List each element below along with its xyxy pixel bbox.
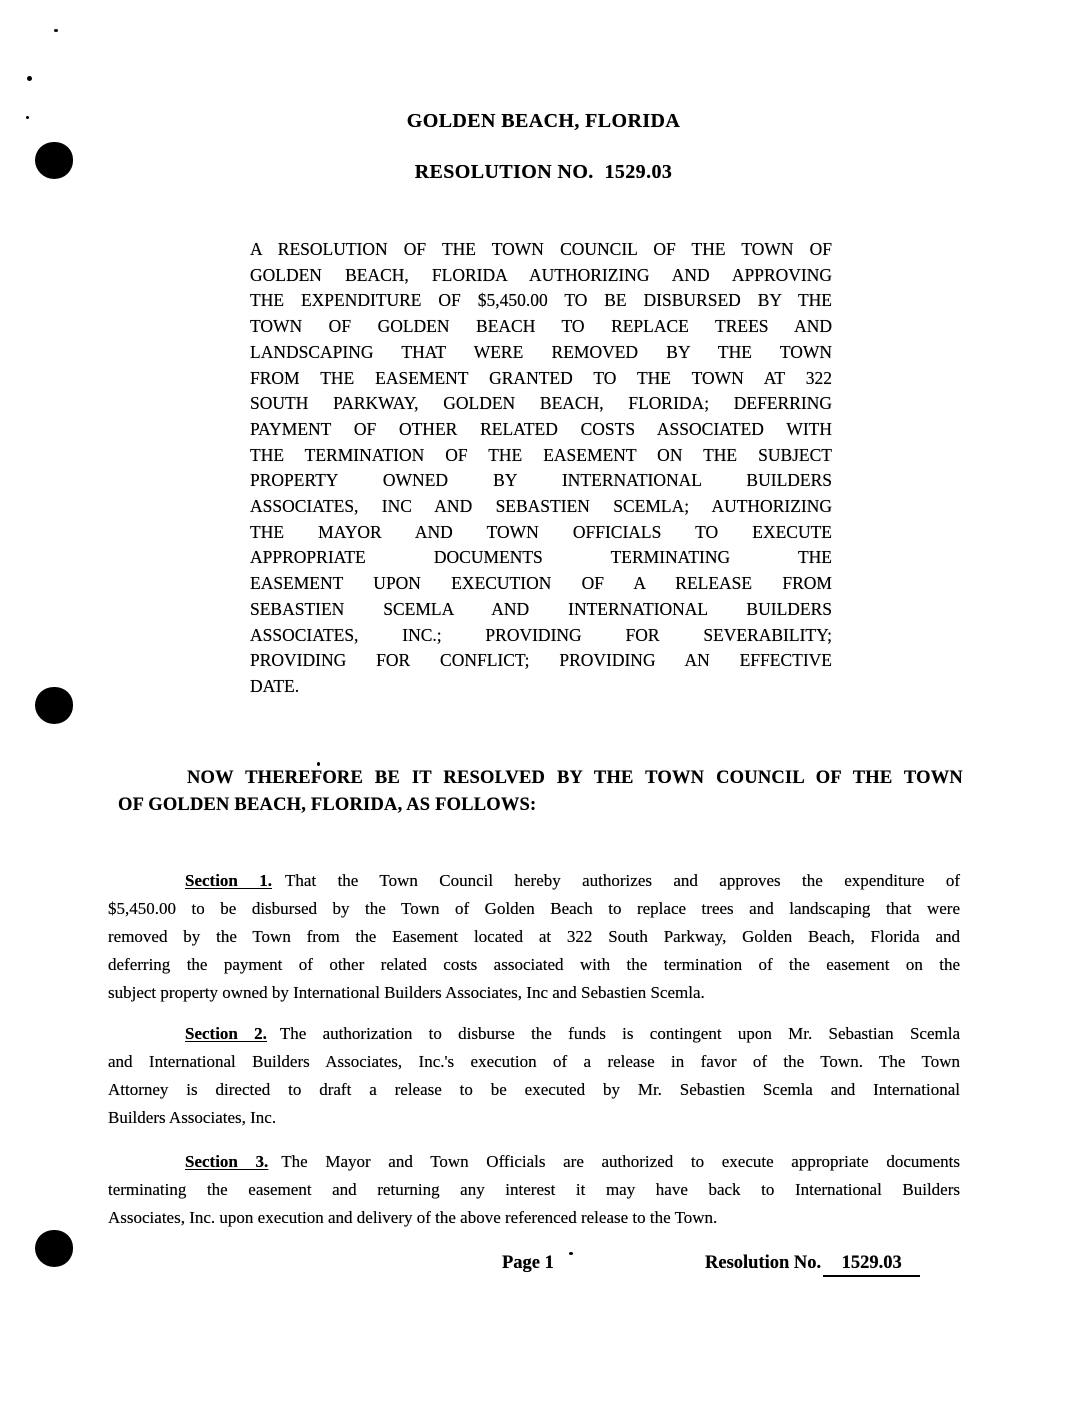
- document-title: GOLDEN BEACH, FLORIDA: [406, 110, 681, 132]
- section-1-line: subject property owned by International Builders Associates, Inc and Sebastien Scemla.: [108, 983, 705, 1002]
- resolution-number-heading: RESOLUTION NO. 1529.03: [414, 161, 673, 183]
- summary-line: SEBASTIEN SCEMLA AND INTERNATIONAL BUILDERS: [250, 598, 832, 619]
- summary-line: ASSOCIATES, INC.; PROVIDING FOR SEVERABILITY;: [250, 624, 832, 645]
- section-3-label: Section 3.: [185, 1152, 269, 1171]
- summary-line: SOUTH PARKWAY, GOLDEN BEACH, FLORIDA; DEFERRING: [250, 393, 832, 414]
- section-2-line: Builders Associates, Inc.: [108, 1108, 277, 1127]
- section-3-line: Associates, Inc. upon execution and delivery of the above referenced release to the Town.: [108, 1208, 718, 1227]
- footer-resolution-ref: [705, 1252, 920, 1277]
- scan-speck: [569, 1252, 573, 1255]
- section-2-first-line: [108, 1020, 960, 1048]
- summary-line: LANDSCAPING THAT WERE REMOVED BY THE TOWN: [250, 341, 832, 362]
- section-1-label: Section 1.: [185, 871, 273, 890]
- summary-line: TOWN OF GOLDEN BEACH TO REPLACE TREES AND: [250, 316, 832, 337]
- therefore-clause-line-2: OF GOLDEN BEACH, FLORIDA, AS FOLLOWS:: [118, 795, 537, 815]
- hole-punch-mark-middle: [35, 687, 73, 724]
- summary-line: THE MAYOR AND TOWN OFFICIALS TO EXECUTE: [250, 521, 832, 542]
- footer-page-number: Page 1: [502, 1253, 554, 1273]
- section-2-text: The authorization to disburse the funds is contingent upon Mr. Sebastian Scemla: [279, 1024, 960, 1043]
- section-1-line: deferring the payment of other related costs associated with the termination of the easement on the: [108, 955, 960, 974]
- section-2-line: Attorney is directed to draft a release to be executed by Mr. Sebastien Scemla and International: [108, 1080, 960, 1099]
- resolution-summary-block: [250, 237, 832, 700]
- therefore-clause: [118, 765, 963, 819]
- section-2-label: Section 2.: [185, 1024, 267, 1043]
- summary-line: THE EXPENDITURE OF $5,450.00 TO BE DISBURSED BY THE: [250, 290, 832, 311]
- section-2-line: and International Builders Associates, Inc.'s execution of a release in favor of the Town. The Town: [108, 1052, 960, 1071]
- summary-line: DATE.: [250, 675, 300, 696]
- section-1-line: $5,450.00 to be disbursed by the Town of Golden Beach to replace trees and landscaping that were: [108, 899, 960, 918]
- section-3-first-line: [108, 1148, 960, 1176]
- summary-line: A RESOLUTION OF THE TOWN COUNCIL OF THE TOWN OF: [250, 239, 832, 259]
- section-3-text: The Mayor and Town Officials are authorized to execute appropriate documents: [281, 1152, 960, 1171]
- section-3-line: terminating the easement and returning any interest it may have back to International Builders: [108, 1180, 960, 1199]
- hole-punch-mark-bottom: [35, 1230, 73, 1267]
- section-1-paragraph: [108, 867, 960, 1007]
- scan-speck: [54, 29, 58, 32]
- summary-line: FROM THE EASEMENT GRANTED TO THE TOWN AT 322: [250, 367, 832, 388]
- summary-line: PAYMENT OF OTHER RELATED COSTS ASSOCIATED WITH: [250, 418, 832, 439]
- summary-line: GOLDEN BEACH, FLORIDA AUTHORIZING AND APPROVING: [250, 264, 832, 285]
- section-2-paragraph: [108, 1020, 960, 1132]
- summary-line: THE TERMINATION OF THE EASEMENT ON THE SUBJECT: [250, 444, 832, 465]
- scan-speck: [27, 76, 32, 81]
- section-1-text: That the Town Council hereby authorizes and approves the expenditure of: [285, 871, 960, 890]
- summary-line: EASEMENT UPON EXECUTION OF A RELEASE FROM: [250, 573, 832, 594]
- footer-resolution-label: Resolution No.: [705, 1253, 822, 1273]
- section-3-paragraph: [108, 1148, 960, 1232]
- section-1-line: removed by the Town from the Easement located at 322 South Parkway, Golden Beach, Florida and: [108, 927, 960, 946]
- therefore-clause-line-1: NOW THEREFORE BE IT RESOLVED BY THE TOWN COUNCIL OF THE TOWN: [187, 768, 963, 788]
- summary-line: APPROPRIATE DOCUMENTS TERMINATING THE: [250, 547, 832, 568]
- section-1-first-line: [108, 867, 960, 895]
- summary-line: PROVIDING FOR CONFLICT; PROVIDING AN EFFECTIVE: [250, 650, 832, 671]
- summary-line: PROPERTY OWNED BY INTERNATIONAL BUILDERS: [250, 470, 832, 491]
- summary-line: ASSOCIATES, INC AND SEBASTIEN SCEMLA; AUTHORIZING: [250, 496, 832, 517]
- footer-resolution-value: 1529.03: [823, 1252, 920, 1277]
